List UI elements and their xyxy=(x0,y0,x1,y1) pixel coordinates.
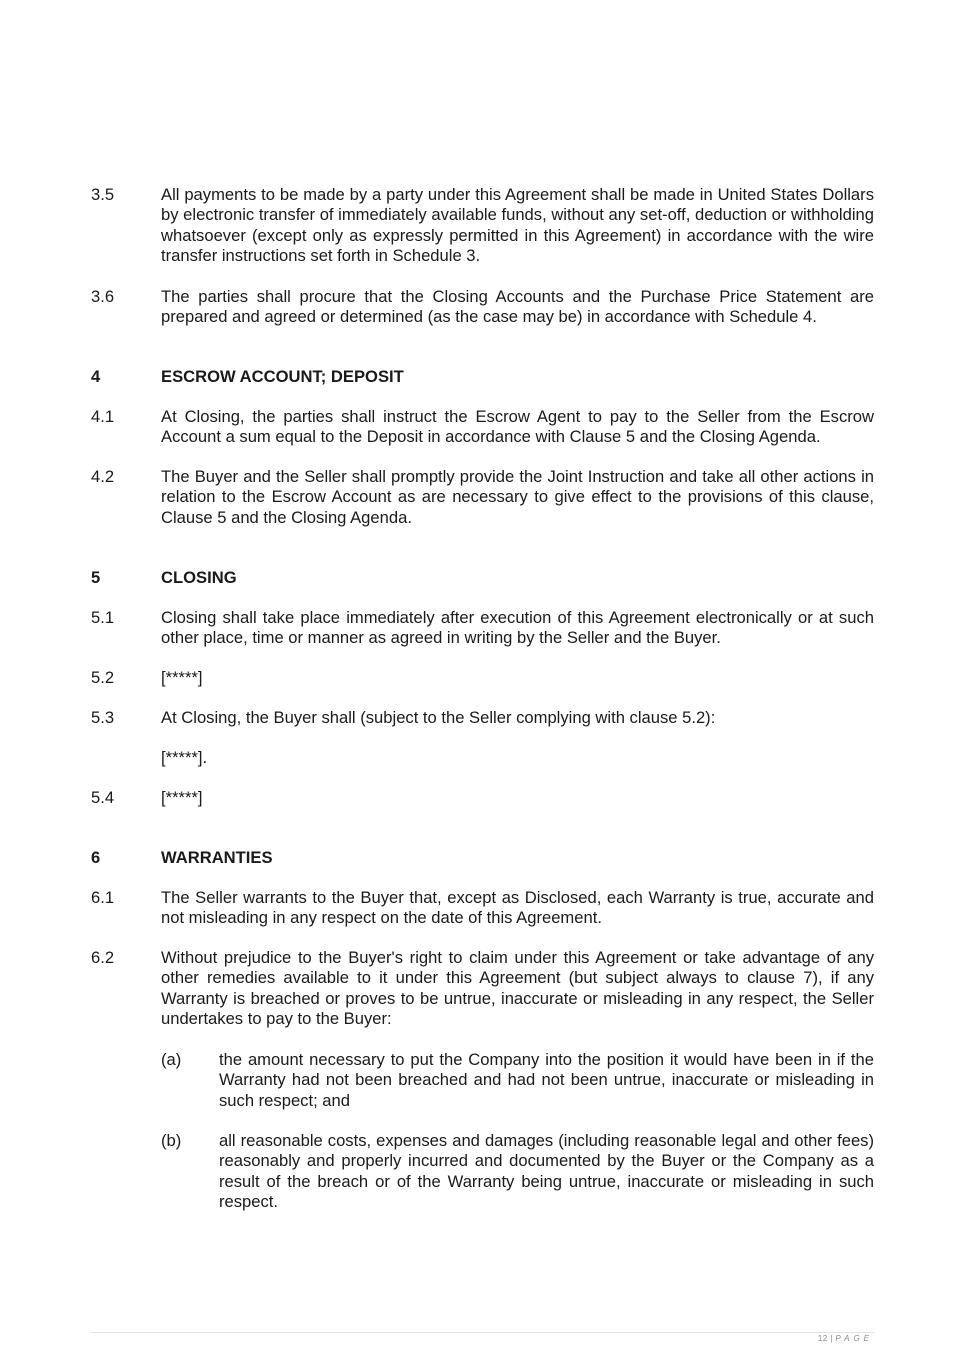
clause-text: [*****] xyxy=(161,668,203,687)
clause-number: 4.2 xyxy=(91,467,115,486)
clause-text: All payments to be made by a party under this Agreement shall be made in United States Dollars by electronic transfer of immediately available funds, without any set-off, deduction or withholding whatsoever (except only as expressly permitted in this Agreement) in accordance with the wire transfer instructions set forth in Schedule 3. xyxy=(161,185,874,266)
clause-text: The parties shall procure that the Closing Accounts and the Purchase Price Statement are prepared and agreed or determined (as the case may be) in accordance with Schedule 4. xyxy=(161,287,874,327)
clause-number: 5.4 xyxy=(91,788,115,807)
clause-number: 5.3 xyxy=(91,708,115,727)
clause-number: 5.2 xyxy=(91,668,115,687)
clause-number: 3.5 xyxy=(91,185,115,204)
subclause-text: all reasonable costs, expenses and damages (including reasonable legal and other fees) reasonably and properly incurred and documented by the Buyer or the Company as a result of the breach or of the Warranty being untrue, inaccurate or misleading in such respect. xyxy=(219,1131,874,1212)
section-number: 6 xyxy=(91,848,101,867)
clause-text: [*****] xyxy=(161,788,203,807)
clause-text: Without prejudice to the Buyer's right to claim under this Agreement or take advantage of any other remedies available to it under this Agreement (but subject always to clause 7), if any Warranty is breached or proves to be untrue, inaccurate or misleading in any respect, the Seller undertakes to pay to the Buyer: xyxy=(161,948,874,1029)
clause-text: The Seller warrants to the Buyer that, except as Disclosed, each Warranty is true, accurate and not misleading in any respect on the date of this Agreement. xyxy=(161,888,874,928)
section-title: CLOSING xyxy=(161,568,237,587)
clause-number: 5.1 xyxy=(91,608,115,627)
section-number: 5 xyxy=(91,568,101,587)
clause-number: 6.2 xyxy=(91,948,115,967)
clause-text: At Closing, the Buyer shall (subject to the Seller complying with clause 5.2): xyxy=(161,708,716,727)
subclause-letter: (a) xyxy=(161,1050,182,1069)
footer-separator: | xyxy=(830,1334,833,1343)
clause-number: 4.1 xyxy=(91,407,115,426)
page-footer xyxy=(818,1334,873,1343)
subclause-text: the amount necessary to put the Company into the position it would have been in if the Warranty had not been breached and had not been untrue, inaccurate or misleading in such respect; and xyxy=(219,1050,874,1110)
clause-text: At Closing, the parties shall instruct the Escrow Agent to pay to the Seller from the Escrow Account a sum equal to the Deposit in accordance with Clause 5 and the Closing Agenda. xyxy=(161,407,874,447)
clause-text: Closing shall take place immediately after execution of this Agreement electronically or at such other place, time or manner as agreed in writing by the Seller and the Buyer. xyxy=(161,608,874,648)
section-number: 4 xyxy=(91,367,101,386)
subclause-letter: (b) xyxy=(161,1131,182,1150)
section-title: ESCROW ACCOUNT; DEPOSIT xyxy=(161,367,404,386)
clause-text: [*****]. xyxy=(161,748,208,767)
footer-divider xyxy=(91,1332,874,1333)
clause-number: 6.1 xyxy=(91,888,115,907)
page-number: 12 xyxy=(817,1334,828,1343)
clause-text: The Buyer and the Seller shall promptly provide the Joint Instruction and take all other actions in relation to the Escrow Account as are necessary to give effect to the provisions of this clause, Clause 5 and the Closing Agenda. xyxy=(161,467,874,527)
section-title: WARRANTIES xyxy=(161,848,273,867)
clause-number: 3.6 xyxy=(91,287,115,306)
page-label: PAGE xyxy=(835,1334,873,1343)
